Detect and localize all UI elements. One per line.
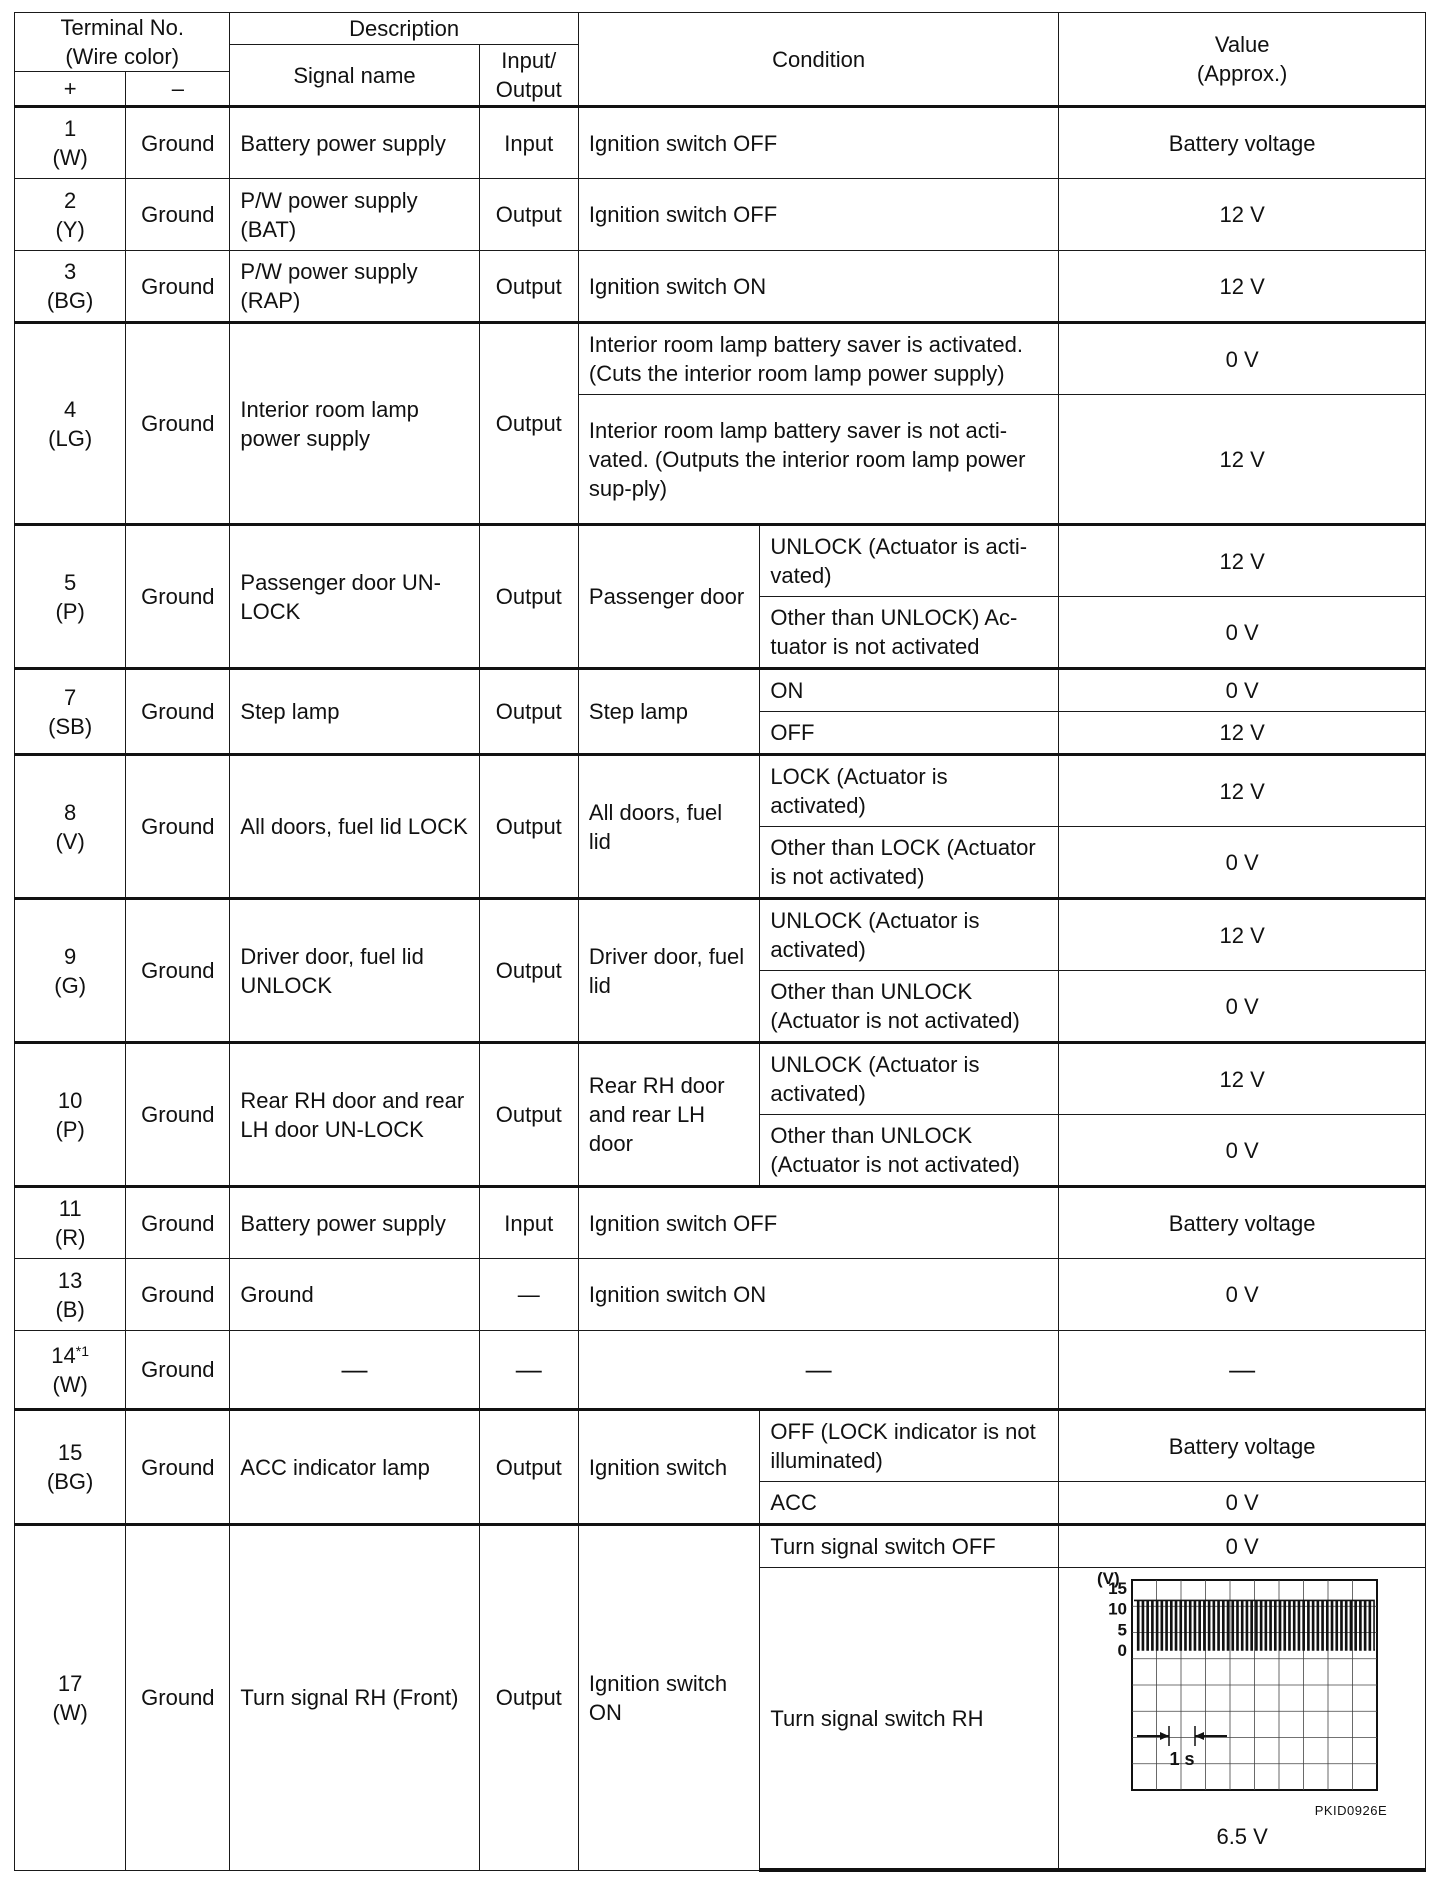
header-value xyxy=(1059,13,1426,107)
value-cell: 0 V xyxy=(1059,1115,1426,1187)
wire-color: (W) xyxy=(52,145,88,170)
condition-cell: Ignition switch xyxy=(578,1410,760,1525)
signal-name-cell: P/W power supply (BAT) xyxy=(230,179,479,251)
terminal-cell xyxy=(15,107,126,179)
value-cell: 0 V xyxy=(1059,323,1426,395)
ground-cell: Ground xyxy=(126,899,230,1043)
condition-cell: All doors, fuel lid xyxy=(578,755,760,899)
voltage-tick-label: 0 xyxy=(1117,1641,1128,1660)
header-value-label: Value xyxy=(1214,32,1270,57)
ground-cell: Ground xyxy=(126,1331,230,1410)
sub-condition-cell: Turn signal switch OFF xyxy=(760,1525,1059,1568)
table-row xyxy=(15,107,1426,179)
table-row xyxy=(15,1043,1426,1115)
condition-cell: Ignition switch OFF xyxy=(578,179,1058,251)
ground-cell: Ground xyxy=(126,1259,230,1331)
value-cell: 12 V xyxy=(1059,525,1426,597)
ground-cell: Ground xyxy=(126,669,230,755)
terminal-cell xyxy=(15,179,126,251)
ground-cell: Ground xyxy=(126,251,230,323)
ground-cell: Ground xyxy=(126,1043,230,1187)
terminal-number: 3 xyxy=(64,259,77,284)
terminal-cell xyxy=(15,1331,126,1410)
value-cell: — xyxy=(1059,1331,1426,1410)
terminal-number: 1 xyxy=(64,116,77,141)
terminal-cell xyxy=(15,755,126,899)
terminal-cell xyxy=(15,525,126,669)
signal-name-cell: Driver door, fuel lid UNLOCK xyxy=(230,899,479,1043)
sub-condition-cell: ON xyxy=(760,669,1059,712)
io-cell: Output xyxy=(479,755,578,899)
sub-condition-cell: Other than UNLOCK (Actuator is not activated) xyxy=(760,971,1059,1043)
table-row xyxy=(15,525,1426,597)
table-row xyxy=(15,899,1426,971)
wire-color: (Y) xyxy=(55,216,85,242)
signal-name-cell: ACC indicator lamp xyxy=(230,1410,479,1525)
value-cell: 0 V xyxy=(1059,669,1426,712)
io-cell: — xyxy=(479,1259,578,1331)
sub-condition-cell: UNLOCK (Actuator is activated) xyxy=(760,899,1059,971)
terminal-cell xyxy=(15,251,126,323)
condition-cell: Ignition switch ON xyxy=(578,1525,760,1871)
time-scale-marker xyxy=(1137,1726,1227,1769)
waveform-value: 6.5 V xyxy=(1216,1824,1268,1849)
ground-cell: Ground xyxy=(126,525,230,669)
value-cell: 12 V xyxy=(1059,712,1426,755)
value-cell: 0 V xyxy=(1059,597,1426,669)
sub-condition-cell: UNLOCK (Actuator is acti-vated) xyxy=(760,525,1059,597)
header-wire-color-label: (Wire color) xyxy=(65,44,180,69)
signal-name-cell: Turn signal RH (Front) xyxy=(230,1525,479,1871)
table-row xyxy=(15,755,1426,827)
wire-color: (BG) xyxy=(46,288,94,313)
wire-color: (R) xyxy=(54,1225,86,1250)
terminal-cell xyxy=(15,1187,126,1259)
waveform-figure xyxy=(1097,1568,1387,1868)
sub-condition-cell: LOCK (Actuator is activated) xyxy=(760,755,1059,827)
voltage-tick-labels xyxy=(1108,1579,1127,1660)
terminal-value-table xyxy=(14,12,1426,1872)
sub-condition-cell: Other than LOCK (Actuator is not activated) xyxy=(760,827,1059,899)
table-row xyxy=(15,1410,1426,1482)
terminal-cell xyxy=(15,323,126,525)
signal-name-cell: P/W power supply (RAP) xyxy=(230,251,479,323)
ground-cell: Ground xyxy=(126,1410,230,1525)
value-cell: 12 V xyxy=(1059,1043,1426,1115)
condition-cell: Rear RH door and rear LH door xyxy=(578,1043,760,1187)
wire-color: (V) xyxy=(55,828,85,854)
ground-cell: Ground xyxy=(126,179,230,251)
io-cell: Output xyxy=(479,899,578,1043)
terminal-number: 8 xyxy=(64,799,77,825)
signal-name-cell: Ground xyxy=(230,1259,479,1331)
wire-color: (LG) xyxy=(48,425,93,451)
io-cell: Output xyxy=(479,1043,578,1187)
wire-color: (P) xyxy=(55,598,85,624)
terminal-value-table-page xyxy=(14,12,1426,1872)
condition-cell: Ignition switch ON xyxy=(578,1259,1058,1331)
io-cell: Input xyxy=(479,1187,578,1259)
condition-cell: — xyxy=(578,1331,1058,1410)
condition-cell: Ignition switch ON xyxy=(578,251,1058,323)
ground-cell: Ground xyxy=(126,1187,230,1259)
wire-color: (B) xyxy=(55,1296,85,1322)
value-cell: 0 V xyxy=(1059,971,1426,1043)
sub-condition-cell: OFF (LOCK indicator is not illuminated) xyxy=(760,1410,1059,1482)
table-row xyxy=(15,1525,1426,1568)
signal-name-cell: Battery power supply xyxy=(230,1187,479,1259)
condition-cell: Ignition switch OFF xyxy=(578,107,1058,179)
table-row xyxy=(15,1331,1426,1410)
terminal-cell xyxy=(15,1525,126,1871)
io-cell: Input xyxy=(479,107,578,179)
sub-condition-cell: ACC xyxy=(760,1482,1059,1525)
value-cell: 12 V xyxy=(1059,899,1426,971)
signal-name-cell: Rear RH door and rear LH door UN-LOCK xyxy=(230,1043,479,1187)
header-input-output: Input/ Output xyxy=(479,45,578,107)
time-marker-left-arrow xyxy=(1160,1732,1169,1740)
condition-cell: Step lamp xyxy=(578,669,760,755)
table-row xyxy=(15,1187,1426,1259)
wire-color: (P) xyxy=(55,1116,85,1142)
value-cell: Battery voltage xyxy=(1059,1187,1426,1259)
voltage-tick-label: 5 xyxy=(1117,1620,1128,1640)
sub-condition-cell: UNLOCK (Actuator is activated) xyxy=(760,1043,1059,1115)
signal-name-cell: Battery power supply xyxy=(230,107,479,179)
voltage-tick-label: 15 xyxy=(1108,1579,1128,1598)
time-scale-label: 1 s xyxy=(1169,1749,1195,1769)
terminal-number: 9 xyxy=(64,943,77,969)
terminal-number: 13 xyxy=(57,1267,83,1293)
waveform-cell xyxy=(1059,1568,1426,1871)
terminal-number: 2 xyxy=(64,187,77,213)
signal-name-cell: Passenger door UN-LOCK xyxy=(230,525,479,669)
voltage-tick-label: 10 xyxy=(1108,1599,1128,1619)
io-cell: Output xyxy=(479,525,578,669)
time-marker-right-arrow xyxy=(1195,1732,1204,1740)
table-row xyxy=(15,1259,1426,1331)
condition-cell: Driver door, fuel lid xyxy=(578,899,760,1043)
ground-cell: Ground xyxy=(126,323,230,525)
signal-name-cell: Interior room lamp power supply xyxy=(230,323,479,525)
io-cell: Output xyxy=(479,179,578,251)
signal-name-cell: — xyxy=(230,1331,479,1410)
io-cell: Output xyxy=(479,1525,578,1871)
table-row xyxy=(15,179,1426,251)
header-description: Description xyxy=(230,13,579,45)
io-cell: Output xyxy=(479,1410,578,1525)
io-cell: Output xyxy=(479,669,578,755)
sub-condition-cell: OFF xyxy=(760,712,1059,755)
condition-cell: Interior room lamp battery saver is activated. (Cuts the interior room lamp power supply) xyxy=(578,323,1058,395)
footnote-marker: *1 xyxy=(75,1342,90,1359)
terminal-number: 4 xyxy=(64,396,77,422)
condition-cell: Interior room lamp battery saver is not acti-vated. (Outputs the interior room lamp power sup-ply) xyxy=(578,395,1058,525)
terminal-cell xyxy=(15,1410,126,1525)
terminal-cell xyxy=(15,899,126,1043)
value-cell: 12 V xyxy=(1059,755,1426,827)
ground-cell: Ground xyxy=(126,755,230,899)
wire-color: (W) xyxy=(52,1371,88,1397)
sub-condition-cell: Other than UNLOCK (Actuator is not activated) xyxy=(760,1115,1059,1187)
terminal-cell xyxy=(15,1043,126,1187)
table-row xyxy=(15,251,1426,323)
terminal-number: 17 xyxy=(57,1670,83,1696)
terminal-number: 7 xyxy=(64,684,77,710)
header-plus: + xyxy=(15,72,126,107)
io-cell: Output xyxy=(479,251,578,323)
terminal-number: 10 xyxy=(57,1087,83,1113)
signal-name-cell: All doors, fuel lid LOCK xyxy=(230,755,479,899)
wire-color: (G) xyxy=(54,972,87,998)
figure-code: PKID0926E xyxy=(1314,1803,1388,1818)
value-cell: Battery voltage xyxy=(1059,1410,1426,1482)
io-cell: Output xyxy=(479,323,578,525)
table-row xyxy=(15,323,1426,395)
header-signal-name: Signal name xyxy=(230,45,479,107)
sub-condition-cell: Other than UNLOCK) Ac-tuator is not activated xyxy=(760,597,1059,669)
value-cell: 0 V xyxy=(1059,1259,1426,1331)
header-minus: – xyxy=(126,72,230,107)
wire-color: (W) xyxy=(52,1699,88,1725)
value-cell: 12 V xyxy=(1059,179,1426,251)
ground-cell: Ground xyxy=(126,107,230,179)
io-cell: — xyxy=(479,1331,578,1410)
terminal-number: 15 xyxy=(57,1440,83,1465)
wire-color: (BG) xyxy=(46,1469,94,1494)
value-cell: 0 V xyxy=(1059,827,1426,899)
sub-condition-cell: Turn signal switch RH xyxy=(760,1568,1059,1871)
value-cell: 12 V xyxy=(1059,395,1426,525)
value-cell: 12 V xyxy=(1059,251,1426,323)
signal-name-cell: Step lamp xyxy=(230,669,479,755)
wire-color: (SB) xyxy=(48,713,93,739)
header-terminal-no xyxy=(15,13,230,72)
value-cell: Battery voltage xyxy=(1059,107,1426,179)
header-condition: Condition xyxy=(578,13,1058,107)
header-terminal-no-label: Terminal No. xyxy=(60,15,184,40)
condition-cell: Passenger door xyxy=(578,525,760,669)
value-cell: 0 V xyxy=(1059,1482,1426,1525)
terminal-number: 5 xyxy=(64,569,77,595)
header-approx-label: (Approx.) xyxy=(1196,61,1288,86)
oscilloscope-waveform xyxy=(1097,1568,1387,1793)
voltage-unit-label: (V) xyxy=(1097,1569,1120,1588)
condition-cell: Ignition switch OFF xyxy=(578,1187,1058,1259)
ground-cell: Ground xyxy=(126,1525,230,1871)
terminal-number: 11 xyxy=(58,1196,82,1221)
terminal-cell xyxy=(15,1259,126,1331)
table-row xyxy=(15,669,1426,712)
terminal-number: 14 xyxy=(51,1342,76,1368)
terminal-cell xyxy=(15,669,126,755)
value-cell: 0 V xyxy=(1059,1525,1426,1568)
